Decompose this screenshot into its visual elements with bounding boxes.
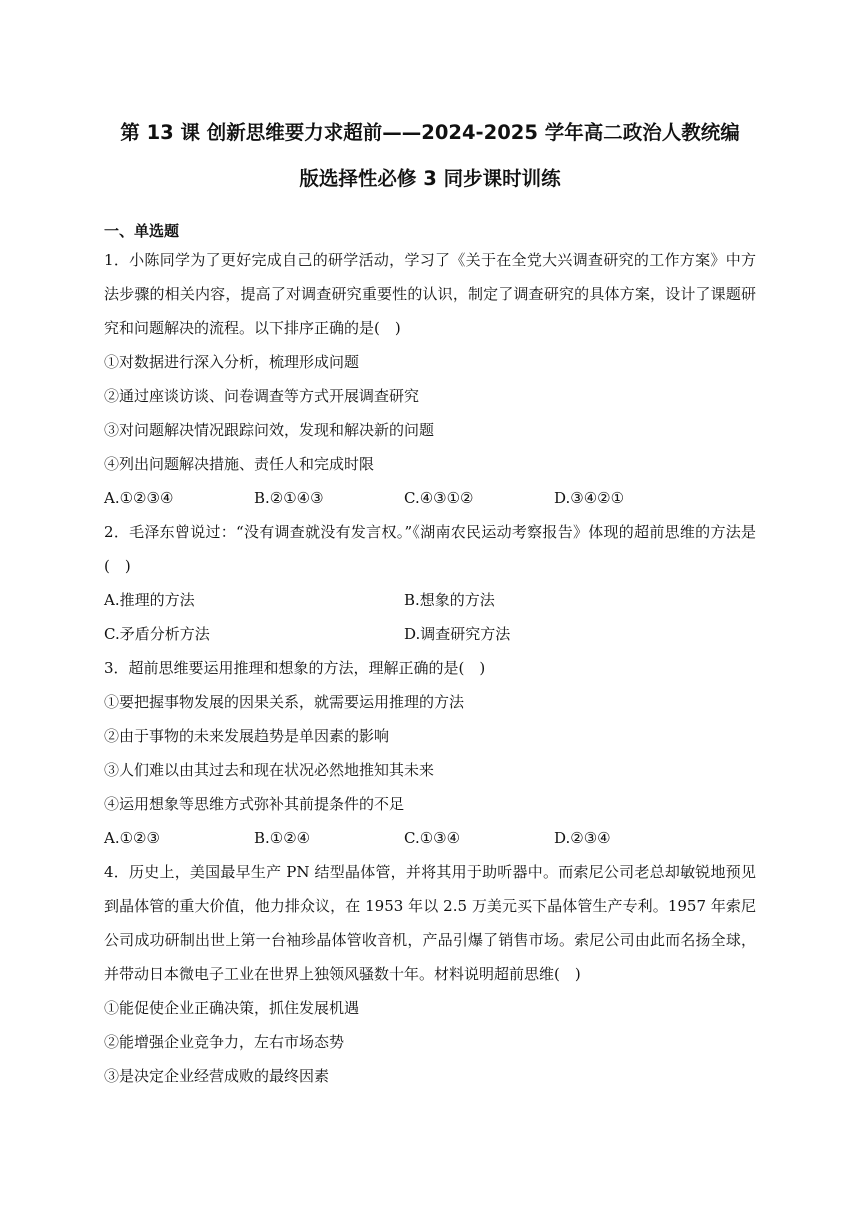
answer-options <box>104 617 756 651</box>
option-c: C.矛盾分析方法 <box>104 625 210 643</box>
option-c: C.④③①② <box>404 489 474 507</box>
option-a: A.推理的方法 <box>104 591 195 609</box>
statement: ③是决定企业经营成败的最终因素 <box>104 1067 330 1085</box>
option-a: A.①②③ <box>104 829 160 847</box>
section-heading: 一、单选题 <box>104 222 180 240</box>
question-stem: 3．超前思维要运用推理和想象的方法，理解正确的是( ) <box>104 659 486 677</box>
statement: ④列出问题解决措施、责任人和完成时限 <box>104 455 375 473</box>
question-4 <box>104 855 756 1093</box>
answer-options <box>104 481 756 515</box>
statement: ④运用想象等思维方式弥补其前提条件的不足 <box>104 795 405 813</box>
option-d: D.②③④ <box>554 829 611 847</box>
question-1 <box>104 243 756 515</box>
option-b: B.①②④ <box>254 829 311 847</box>
statement: ②由于事物的未来发展趋势是单因素的影响 <box>104 727 390 745</box>
option-c: C.①③④ <box>404 829 461 847</box>
question-3 <box>104 651 756 855</box>
question-stem: 2．毛泽东曾说过：“没有调查就没有发言权。”《湖南农民运动考察报告》体现的超前思维的方法是( ) <box>104 523 756 575</box>
option-b: B.想象的方法 <box>404 591 495 609</box>
question-2 <box>104 515 756 651</box>
statement: ②通过座谈访谈、问卷调查等方式开展调查研究 <box>104 387 420 405</box>
statement: ①要把握事物发展的因果关系，就需要运用推理的方法 <box>104 693 465 711</box>
document-title-line-1: 第 13 课 创新思维要力求超前——2024-2025 学年高二政治人教统编 <box>120 121 740 144</box>
answer-options <box>104 821 756 855</box>
statement: ①能促使企业正确决策，抓住发展机遇 <box>104 999 360 1017</box>
question-stem: 1．小陈同学为了更好完成自己的研学活动，学习了《关于在全党大兴调查研究的工作方案》中方法步骤的相关内容，提高了对调查研究重要性的认识，制定了调查研究的具体方案，设计了课题研究和问题解决的流程。以下排序正确的是( ) <box>104 251 756 337</box>
option-d: D.调查研究方法 <box>404 625 511 643</box>
question-stem: 4．历史上，美国最早生产 PN 结型晶体管，并将其用于助听器中。而索尼公司老总却敏锐地预见到晶体管的重大价值，他力排众议，在 1953 年以 2.5 万美元买下晶体管生产专利。1957 年索尼公司成功研制出世上第一台袖珍晶体管收音机，产品引爆了销售市场。索尼公司由此而名扬全球，并带动日本微电子工业在世界上独领风骚数十年。材料说明超前思维( ) <box>104 863 756 983</box>
option-b: B.②①④③ <box>254 489 324 507</box>
document-title-line-2: 版选择性必修 3 同步课时训练 <box>299 167 561 190</box>
statement: ③对问题解决情况跟踪问效，发现和解决新的问题 <box>104 421 435 439</box>
statement: ①对数据进行深入分析，梳理形成问题 <box>104 353 360 371</box>
answer-options <box>104 583 756 617</box>
statement: ②能增强企业竞争力，左右市场态势 <box>104 1033 345 1051</box>
option-a: A.①②③④ <box>104 489 174 507</box>
statement: ③人们难以由其过去和现在状况必然地推知其未来 <box>104 761 435 779</box>
question-list <box>104 243 756 1093</box>
option-d: D.③④②① <box>554 489 625 507</box>
